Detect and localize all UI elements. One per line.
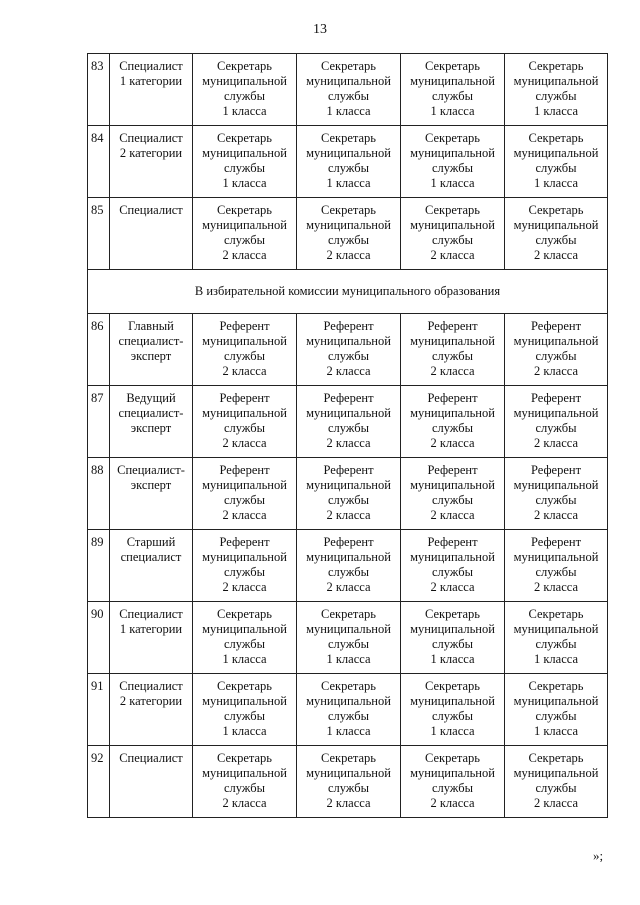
cell-text-line: 2 класса bbox=[222, 364, 267, 378]
cell-text-line: 2 класса bbox=[222, 248, 267, 262]
cell-text-line: службы bbox=[431, 233, 474, 247]
cell-text-line: эксперт bbox=[130, 478, 172, 492]
rank-cell bbox=[505, 126, 608, 198]
rank-cell bbox=[505, 314, 608, 386]
cell-text-line: службы bbox=[327, 161, 370, 175]
cell-text-line: Секретарь bbox=[528, 607, 584, 621]
cell-text-line: службы bbox=[535, 349, 577, 363]
position-title bbox=[110, 386, 193, 458]
cell-text-line: Референт bbox=[530, 463, 582, 477]
row-number: 91 bbox=[88, 674, 110, 746]
rank-cell bbox=[401, 674, 505, 746]
cell-text-line: 2 класса bbox=[430, 248, 475, 262]
rank-cell bbox=[401, 530, 505, 602]
table-row bbox=[88, 746, 608, 818]
cell-text-line: Старший bbox=[126, 535, 176, 549]
cell-text-line: муниципальной bbox=[306, 74, 391, 88]
cell-text-line: муниципальной bbox=[202, 74, 287, 88]
rank-cell bbox=[505, 674, 608, 746]
rank-cell bbox=[193, 746, 297, 818]
cell-text-line: 1 класса bbox=[222, 652, 267, 666]
rank-cell bbox=[297, 314, 401, 386]
cell-text-line: Референт bbox=[530, 391, 582, 405]
row-number: 90 bbox=[88, 602, 110, 674]
cell-text-line: Референт bbox=[530, 319, 582, 333]
rank-cell bbox=[193, 198, 297, 270]
cell-text-line: службы bbox=[431, 161, 474, 175]
rank-cell bbox=[297, 458, 401, 530]
row-number: 86 bbox=[88, 314, 110, 386]
cell-text-line: 2 класса bbox=[222, 508, 267, 522]
rank-cell bbox=[297, 674, 401, 746]
cell-text-line: службы bbox=[223, 421, 266, 435]
cell-text-line: службы bbox=[327, 349, 370, 363]
cell-text-line: Секретарь bbox=[424, 131, 481, 145]
position-title bbox=[110, 198, 193, 270]
cell-text-line: 2 класса bbox=[326, 248, 371, 262]
section-title: В избирательной комиссии муниципального образования bbox=[88, 270, 608, 314]
section-row bbox=[88, 270, 608, 314]
cell-text-line: Референт bbox=[427, 319, 478, 333]
cell-text-line: службы bbox=[223, 233, 266, 247]
cell-text-line: 2 класса bbox=[222, 436, 267, 450]
cell-text-line: 2 класса bbox=[533, 508, 579, 522]
cell-text-line: 2 класса bbox=[533, 436, 579, 450]
position-title bbox=[110, 458, 193, 530]
cell-text-line: муниципальной bbox=[202, 694, 287, 708]
rank-cell bbox=[193, 674, 297, 746]
rank-cell bbox=[193, 54, 297, 126]
cell-text-line: 1 класса bbox=[430, 176, 475, 190]
cell-text-line: Секретарь bbox=[320, 131, 377, 145]
cell-text-line: муниципальной bbox=[513, 334, 599, 348]
cell-text-line: Секретарь bbox=[216, 679, 273, 693]
cell-text-line: службы bbox=[535, 709, 577, 723]
cell-text-line: 2 класса bbox=[430, 436, 475, 450]
cell-text-line: 2 класса bbox=[326, 364, 371, 378]
cell-text-line: Специалист bbox=[119, 607, 183, 621]
cell-text-line: Референт bbox=[219, 319, 270, 333]
cell-text-line: 1 класса bbox=[222, 176, 267, 190]
cell-text-line: Референт bbox=[323, 463, 374, 477]
cell-text-line: 1 класса bbox=[222, 724, 267, 738]
rank-cell bbox=[401, 458, 505, 530]
cell-text-line: службы bbox=[535, 421, 577, 435]
cell-text-line: муниципальной bbox=[202, 622, 287, 636]
rank-cell bbox=[193, 386, 297, 458]
cell-text-line: муниципальной bbox=[410, 478, 495, 492]
cell-text-line: 1 класса bbox=[430, 104, 475, 118]
cell-text-line: службы bbox=[431, 637, 474, 651]
cell-text-line: 1 класса bbox=[222, 104, 267, 118]
cell-text-line: службы bbox=[535, 233, 577, 247]
cell-text-line: муниципальной bbox=[306, 694, 391, 708]
cell-text-line: службы bbox=[223, 493, 266, 507]
cell-text-line: Специалист- bbox=[117, 463, 185, 477]
rank-cell bbox=[505, 746, 608, 818]
cell-text-line: Секретарь bbox=[424, 607, 481, 621]
position-title bbox=[110, 674, 193, 746]
section-body bbox=[88, 270, 608, 314]
cell-text-line: муниципальной bbox=[306, 622, 391, 636]
cell-text-line: 2 класса bbox=[533, 248, 579, 262]
cell-text-line: муниципальной bbox=[513, 694, 599, 708]
cell-text-line: муниципальной bbox=[202, 550, 287, 564]
cell-text-line: службы bbox=[431, 781, 474, 795]
cell-text-line: Секретарь bbox=[320, 751, 377, 765]
row-number: 83 bbox=[88, 54, 110, 126]
rank-cell bbox=[401, 602, 505, 674]
cell-text-line: службы bbox=[223, 781, 266, 795]
rank-cell bbox=[505, 602, 608, 674]
table-body-top bbox=[88, 54, 608, 270]
cell-text-line: 2 класса bbox=[326, 436, 371, 450]
cell-text-line: Секретарь bbox=[528, 131, 584, 145]
cell-text-line: службы bbox=[327, 89, 370, 103]
positions-table bbox=[87, 53, 608, 818]
cell-text-line: службы bbox=[327, 233, 370, 247]
cell-text-line: муниципальной bbox=[410, 622, 495, 636]
rank-cell bbox=[297, 386, 401, 458]
cell-text-line: Секретарь bbox=[528, 679, 584, 693]
cell-text-line: 1 класса bbox=[533, 176, 579, 190]
position-title bbox=[110, 746, 193, 818]
cell-text-line: Секретарь bbox=[216, 203, 273, 217]
cell-text-line: муниципальной bbox=[202, 406, 287, 420]
cell-text-line: Секретарь bbox=[424, 203, 481, 217]
position-title bbox=[110, 314, 193, 386]
cell-text-line: службы bbox=[327, 781, 370, 795]
row-number: 84 bbox=[88, 126, 110, 198]
cell-text-line: Секретарь bbox=[320, 203, 377, 217]
position-title bbox=[110, 530, 193, 602]
cell-text-line: службы bbox=[223, 709, 266, 723]
cell-text-line: муниципальной bbox=[202, 334, 287, 348]
cell-text-line: 2 класса bbox=[430, 580, 475, 594]
cell-text-line: 2 класса bbox=[430, 796, 475, 810]
cell-text-line: службы bbox=[327, 637, 370, 651]
row-number: 85 bbox=[88, 198, 110, 270]
rank-cell bbox=[297, 198, 401, 270]
cell-text-line: Секретарь bbox=[320, 679, 377, 693]
cell-text-line: службы bbox=[535, 493, 577, 507]
rank-cell bbox=[505, 458, 608, 530]
cell-text-line: службы bbox=[223, 637, 266, 651]
cell-text-line: Референт bbox=[427, 535, 478, 549]
cell-text-line: муниципальной bbox=[410, 74, 495, 88]
rank-cell bbox=[297, 602, 401, 674]
cell-text-line: муниципальной bbox=[513, 766, 599, 780]
rank-cell bbox=[505, 198, 608, 270]
cell-text-line: службы bbox=[535, 161, 577, 175]
cell-text-line: Секретарь bbox=[424, 59, 481, 73]
rank-cell bbox=[193, 602, 297, 674]
cell-text-line: муниципальной bbox=[202, 766, 287, 780]
cell-text-line: службы bbox=[535, 89, 577, 103]
cell-text-line: 1 класса bbox=[533, 724, 579, 738]
cell-text-line: Секретарь bbox=[320, 607, 377, 621]
cell-text-line: Секретарь bbox=[528, 203, 584, 217]
cell-text-line: 1 категории bbox=[119, 622, 183, 636]
cell-text-line: службы bbox=[431, 421, 474, 435]
cell-text-line: муниципальной bbox=[202, 146, 287, 160]
cell-text-line: Секретарь bbox=[216, 607, 273, 621]
cell-text-line: муниципальной bbox=[306, 146, 391, 160]
cell-text-line: 1 класса bbox=[326, 104, 371, 118]
cell-text-line: муниципальной bbox=[513, 74, 599, 88]
rank-cell bbox=[505, 386, 608, 458]
closing-quote-mark: »; bbox=[593, 848, 604, 863]
cell-text-line: муниципальной bbox=[513, 406, 599, 420]
rank-cell bbox=[401, 126, 505, 198]
cell-text-line: Референт bbox=[427, 463, 478, 477]
cell-text-line: 2 класса bbox=[533, 580, 579, 594]
cell-text-line: службы bbox=[223, 161, 266, 175]
cell-text-line: 2 категории bbox=[119, 146, 183, 160]
cell-text-line: 2 класса bbox=[430, 364, 475, 378]
cell-text-line: службы bbox=[431, 89, 474, 103]
rank-cell bbox=[401, 746, 505, 818]
cell-text-line: муниципальной bbox=[306, 478, 391, 492]
cell-text-line: Секретарь bbox=[528, 751, 584, 765]
cell-text-line: 2 класса bbox=[326, 508, 371, 522]
cell-text-line: 2 класса bbox=[533, 796, 579, 810]
cell-text-line: службы bbox=[431, 709, 474, 723]
cell-text-line: Референт bbox=[530, 535, 582, 549]
table-row bbox=[88, 198, 608, 270]
cell-text-line: специалист- bbox=[118, 406, 184, 420]
table-row bbox=[88, 530, 608, 602]
row-number: 92 bbox=[88, 746, 110, 818]
cell-text-line: муниципальной bbox=[410, 334, 495, 348]
cell-text-line: Главный bbox=[128, 319, 174, 333]
cell-text-line: службы bbox=[327, 565, 370, 579]
rank-cell bbox=[401, 386, 505, 458]
cell-text-line: службы bbox=[431, 349, 474, 363]
cell-text-line: 1 класса bbox=[326, 652, 371, 666]
cell-text-line: эксперт bbox=[130, 349, 172, 363]
row-number: 89 bbox=[88, 530, 110, 602]
position-title bbox=[110, 54, 193, 126]
cell-text-line: службы bbox=[535, 781, 577, 795]
cell-text-line: Референт bbox=[323, 535, 374, 549]
cell-text-line: 2 класса bbox=[326, 796, 371, 810]
row-number: 87 bbox=[88, 386, 110, 458]
cell-text-line: Референт bbox=[219, 391, 270, 405]
rank-cell bbox=[297, 126, 401, 198]
cell-text-line: 2 категории bbox=[119, 694, 183, 708]
cell-text-line: муниципальной bbox=[513, 550, 599, 564]
cell-text-line: Ведущий bbox=[126, 391, 176, 405]
table-row bbox=[88, 54, 608, 126]
position-title bbox=[110, 602, 193, 674]
cell-text-line: муниципальной bbox=[202, 218, 287, 232]
cell-text-line: службы bbox=[223, 565, 266, 579]
cell-text-line: муниципальной bbox=[306, 406, 391, 420]
cell-text-line: службы bbox=[223, 89, 266, 103]
rank-cell bbox=[297, 54, 401, 126]
cell-text-line: Референт bbox=[219, 535, 270, 549]
cell-text-line: Секретарь bbox=[216, 59, 273, 73]
cell-text-line: Секретарь bbox=[216, 131, 273, 145]
table-row bbox=[88, 602, 608, 674]
cell-text-line: службы bbox=[431, 565, 474, 579]
cell-text-line: службы bbox=[327, 493, 370, 507]
cell-text-line: муниципальной bbox=[202, 478, 287, 492]
cell-text-line: 2 класса bbox=[222, 580, 267, 594]
table-row bbox=[88, 458, 608, 530]
cell-text-line: муниципальной bbox=[410, 550, 495, 564]
table-row bbox=[88, 386, 608, 458]
cell-text-line: службы bbox=[223, 349, 266, 363]
cell-text-line: 1 класса bbox=[430, 652, 475, 666]
cell-text-line: муниципальной bbox=[410, 218, 495, 232]
table-row bbox=[88, 674, 608, 746]
rank-cell bbox=[193, 458, 297, 530]
cell-text-line: службы bbox=[327, 709, 370, 723]
cell-text-line: 2 класса bbox=[326, 580, 371, 594]
cell-text-line: 2 класса bbox=[533, 364, 579, 378]
cell-text-line: муниципальной bbox=[410, 146, 495, 160]
cell-text-line: Секретарь bbox=[216, 751, 273, 765]
cell-text-line: 1 класса bbox=[430, 724, 475, 738]
rank-cell bbox=[401, 198, 505, 270]
cell-text-line: службы bbox=[327, 421, 370, 435]
cell-text-line: муниципальной bbox=[306, 550, 391, 564]
cell-text-line: службы bbox=[535, 637, 577, 651]
rank-cell bbox=[193, 530, 297, 602]
cell-text-line: службы bbox=[535, 565, 577, 579]
page-number: 13 bbox=[313, 22, 327, 37]
rank-cell bbox=[193, 126, 297, 198]
cell-text-line: 2 класса bbox=[222, 796, 267, 810]
cell-text-line: Секретарь bbox=[424, 679, 481, 693]
rank-cell bbox=[505, 530, 608, 602]
cell-text-line: 1 класса bbox=[533, 104, 579, 118]
rank-cell bbox=[193, 314, 297, 386]
cell-text-line: 2 класса bbox=[430, 508, 475, 522]
rank-cell bbox=[297, 746, 401, 818]
cell-text-line: 1 категории bbox=[119, 74, 183, 88]
rank-cell bbox=[401, 54, 505, 126]
table-row bbox=[88, 314, 608, 386]
cell-text-line: муниципальной bbox=[513, 218, 599, 232]
cell-text-line: Секретарь bbox=[320, 59, 377, 73]
table-body-bottom bbox=[88, 314, 608, 818]
cell-text-line: муниципальной bbox=[306, 766, 391, 780]
cell-text-line: муниципальной bbox=[513, 478, 599, 492]
cell-text-line: Секретарь bbox=[424, 751, 481, 765]
rank-cell bbox=[505, 54, 608, 126]
cell-text-line: специалист bbox=[120, 550, 182, 564]
table-row bbox=[88, 126, 608, 198]
cell-text-line: муниципальной bbox=[410, 694, 495, 708]
cell-text-line: муниципальной bbox=[410, 766, 495, 780]
cell-text-line: эксперт bbox=[130, 421, 172, 435]
row-number: 88 bbox=[88, 458, 110, 530]
cell-text-line: Специалист bbox=[119, 679, 183, 693]
cell-text-line: Специалист bbox=[119, 59, 183, 73]
cell-text-line: муниципальной bbox=[306, 218, 391, 232]
cell-text-line: Референт bbox=[219, 463, 270, 477]
cell-text-line: 1 класса bbox=[533, 652, 579, 666]
cell-text-line: муниципальной bbox=[513, 146, 599, 160]
cell-text-line: Специалист bbox=[119, 203, 183, 217]
cell-text-line: Специалист bbox=[119, 751, 183, 765]
cell-text-line: Специалист bbox=[119, 131, 183, 145]
cell-text-line: Референт bbox=[323, 319, 374, 333]
cell-text-line: Секретарь bbox=[528, 59, 584, 73]
cell-text-line: Референт bbox=[427, 391, 478, 405]
cell-text-line: муниципальной bbox=[410, 406, 495, 420]
rank-cell bbox=[401, 314, 505, 386]
position-title bbox=[110, 126, 193, 198]
cell-text-line: специалист- bbox=[118, 334, 184, 348]
cell-text-line: 1 класса bbox=[326, 724, 371, 738]
cell-text-line: 1 класса bbox=[326, 176, 371, 190]
cell-text-line: службы bbox=[431, 493, 474, 507]
cell-text-line: Референт bbox=[323, 391, 374, 405]
rank-cell bbox=[297, 530, 401, 602]
cell-text-line: муниципальной bbox=[306, 334, 391, 348]
cell-text-line: муниципальной bbox=[513, 622, 599, 636]
